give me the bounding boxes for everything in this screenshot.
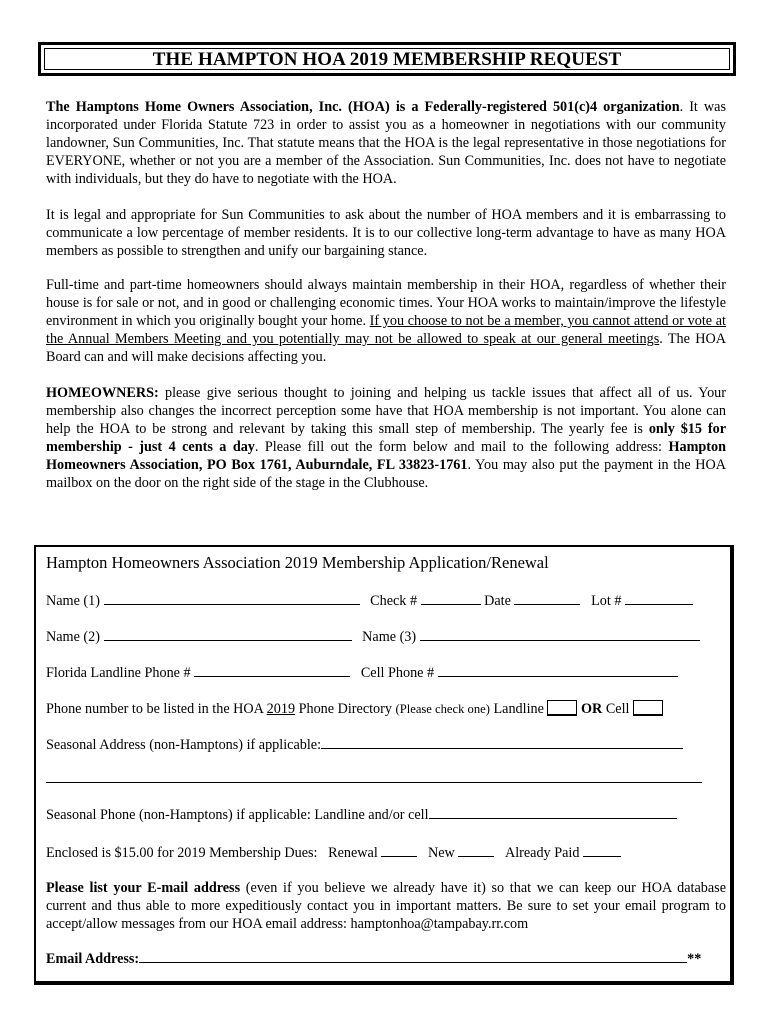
name1-row <box>46 592 693 610</box>
fee-text: only $15 for membership - just 4 cents a day <box>46 421 726 455</box>
intro-paragraph-1 <box>46 98 726 188</box>
seasonal-phone-field[interactable] <box>429 806 677 819</box>
lot-field[interactable] <box>625 592 693 605</box>
form-title: Hampton Homeowners Association 2019 Membership Application/Renewal <box>46 553 549 572</box>
intro-p3-underline: If you choose to not be a member, you cannot attend or vote at the Annual Members Meeting and you potentially may not be allowed to speak at our general meetings <box>46 313 726 347</box>
seasonal-address-field[interactable] <box>321 736 683 749</box>
directory-year: 2019 <box>266 701 296 717</box>
email-suffix: ** <box>687 951 702 967</box>
cell-field[interactable] <box>438 664 678 677</box>
paid-field[interactable] <box>583 844 621 857</box>
seasonal-address-row <box>46 736 683 754</box>
name3-field[interactable] <box>420 628 700 641</box>
name23-row <box>46 628 700 646</box>
title-box <box>38 42 736 76</box>
email-label: Email Address: <box>46 951 140 967</box>
phone-row <box>46 664 678 682</box>
directory-note: (Please check one) <box>395 702 490 716</box>
intro-paragraph-4 <box>46 384 726 492</box>
intro-p1-bold: The Hamptons Home Owners Association, Inc. (HOA) is a Federally-registered 501(c)4 organization <box>46 99 680 115</box>
directory-cell: Cell <box>602 701 634 717</box>
email-row <box>46 950 701 968</box>
page-title: THE HAMPTON HOA 2019 MEMBERSHIP REQUEST <box>152 49 622 70</box>
dues-row <box>46 844 621 862</box>
homeowners-lead: HOMEOWNERS: <box>46 385 159 401</box>
intro-p1-rest: . It was incorporated under Florida Statute 723 in order to assist you as a homeowner in negotiations with our community landowner, Sun Communities, Inc. That statute means that the HOA is the legal representative in those negotiations for EVERYONE, whether or not you are a member of the Association. Sun Communities, Inc. does not have to negotiate with individuals, but they do have to negotiate with the HOA. <box>46 99 726 187</box>
renewal-label: Renewal <box>328 845 378 861</box>
seasonal-address-row-2 <box>46 770 702 788</box>
seasonal-address-field-2[interactable] <box>46 770 702 783</box>
renewal-field[interactable] <box>381 844 417 857</box>
seasonal-phone-label: Seasonal Phone (non-Hamptons) if applicable: Landline and/or cell <box>46 807 429 823</box>
name2-field[interactable] <box>104 628 352 641</box>
paid-label: Already Paid <box>504 845 580 861</box>
intro-p4-b: . Please fill out the form below and mail to the following address: <box>254 439 669 455</box>
seasonal-address-label: Seasonal Address (non-Hamptons) if applicable: <box>46 737 322 753</box>
directory-or: OR <box>581 701 603 717</box>
date-field[interactable] <box>514 592 580 605</box>
intro-p4-c: . You may also put the payment in the HOA mailbox on the door on the right side of the stage in the Clubhouse. <box>46 457 727 491</box>
email-note-bold: Please list your E-mail address <box>46 880 241 896</box>
email-note <box>46 879 726 933</box>
cell-checkbox[interactable] <box>633 700 663 716</box>
cell-label: Cell Phone # <box>360 665 435 681</box>
intro-p3-end: . The HOA Board can and will make decisions affecting you. <box>46 331 726 365</box>
directory-b: Phone Directory <box>295 701 396 717</box>
date-label: Date <box>484 593 511 609</box>
enclosed-label: Enclosed is $15.00 for 2019 Membership Dues: <box>46 845 318 861</box>
directory-a: Phone number to be listed in the HOA <box>46 701 267 717</box>
landline-field[interactable] <box>194 664 350 677</box>
seasonal-phone-row <box>46 806 677 824</box>
new-label: New <box>427 845 455 861</box>
lot-label: Lot # <box>591 593 622 609</box>
email-field[interactable] <box>139 950 687 963</box>
name3-label: Name (3) <box>362 629 417 645</box>
check-label: Check # <box>370 593 418 609</box>
email-note-rest: (even if you believe we already have it) so that we can keep our HOA database current and thus able to more expeditiously contact you in important matters. Be sure to set your email program to accept/allow messages from our HOA email address: hamptonhoa@tampabay.rr.com <box>46 880 726 932</box>
name1-label: Name (1) <box>46 593 100 609</box>
check-field[interactable] <box>421 592 481 605</box>
landline-label: Florida Landline Phone # <box>46 665 191 681</box>
intro-p3-plain: Full-time and part-time homeowners should always maintain membership in their HOA, regardless of whether their house is for sale or not, and in good or challenging economic times. Your HOA works to maintain/improve the lifestyle environment in which you originally bought your home. <box>46 277 726 329</box>
landline-checkbox[interactable] <box>547 700 577 716</box>
directory-landline: Landline <box>489 701 548 717</box>
new-field[interactable] <box>458 844 494 857</box>
intro-p4-a: please give serious thought to joining and helping us tackle issues that affect all of us. Your membership also changes the incorrect perception some have that HOA membership is not important. You alone can help the HOA to be strong and relevant by taking this small step of membership. The yearly fee is <box>46 385 726 437</box>
name2-label: Name (2) <box>46 629 100 645</box>
intro-p2: It is legal and appropriate for Sun Communities to ask about the number of HOA members and it is embarrassing to communicate a low percentage of member residents. It is to our collective long-term advantage to have as many HOA members as possible to strengthen and unify our bargaining stance. <box>46 207 726 259</box>
directory-row <box>46 700 663 718</box>
name1-field[interactable] <box>104 592 360 605</box>
intro-paragraph-2 <box>46 206 726 260</box>
mailing-address: Hampton Homeowners Association, PO Box 1761, Auburndale, FL 33823-1761 <box>46 439 726 473</box>
intro-paragraph-3 <box>46 276 726 366</box>
